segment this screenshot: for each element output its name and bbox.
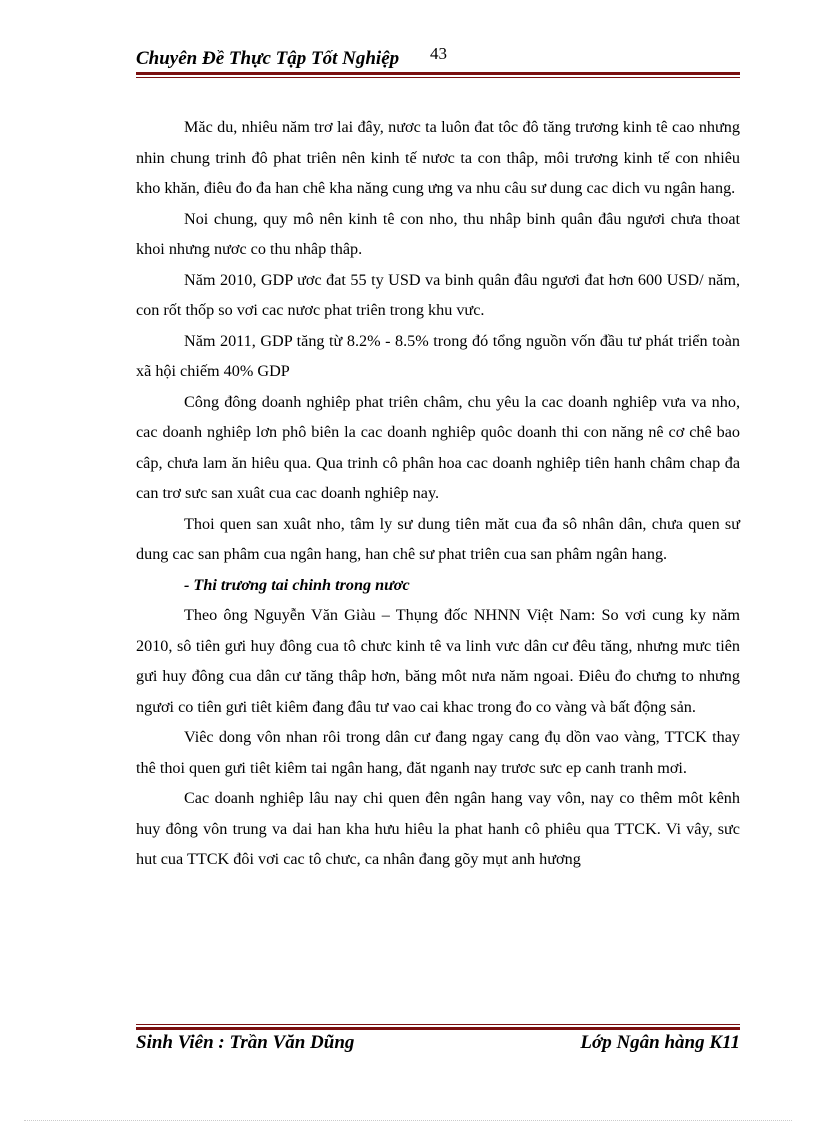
- page-number: 43: [430, 44, 447, 63]
- paragraph: Công đông doanh nghiêp phat triên châm, chu yêu la cac doanh nghiêp vưa va nho, cac doanh nghiêp lơn phô biên la cac doanh nghiêp quôc doanh thi con năng nê cơ chê bao câp, chưa lam ăn hiêu qua. Qua trinh cô phân hoa cac doanh nghiêp tiên hanh châm chap đa can trơ sưc san xuât cua cac doanh nghiêp nay.: [136, 392, 740, 502]
- footer-rule: [136, 1024, 740, 1030]
- paragraph: Noi chung, quy mô nên kinh tê con nho, thu nhâp binh quân đâu ngươi chưa thoat khoi nhưng nươc co thu nhâp thâp.: [136, 209, 740, 258]
- paragraph: Năm 2011, GDP tăng từ 8.2% - 8.5% trong đó tổng nguồn vốn đầu tư phát triển toàn xã hội chiếm 40% GDP: [136, 331, 740, 380]
- paragraph: Năm 2010, GDP ươc đat 55 ty USD va binh quân đâu ngươi đat hơn 600 USD/ năm, con rốt thốp so vơi cac nươc phat triên trong khu vưc.: [136, 270, 740, 319]
- footer-student: Sinh Viên : Trần Văn Dũng: [136, 1032, 355, 1053]
- page-edge-divider: [24, 1120, 792, 1121]
- page-header: [136, 44, 740, 74]
- section-heading: - Thi trương tai chinh trong nươc: [184, 575, 410, 594]
- paragraph: Thoi quen san xuât nho, tâm ly sư dung tiên măt cua đa sô nhân dân, chưa quen sư dung cac san phâm cua ngân hang, han chê sư phat triên cua san phâm ngân hang.: [136, 514, 740, 563]
- body-text: [136, 112, 740, 875]
- paragraph: Viêc dong vôn nhan rôi trong dân cư đang ngay cang đụ dồn vao vàng, TTCK thay thê thoi quen gưi tiêt kiêm tai ngân hang, đăt nganh nay trươc sưc ep canh tranh mơi.: [136, 728, 740, 777]
- footer-class: Lớp Ngân hàng K11: [580, 1032, 740, 1053]
- header-rule: [136, 72, 740, 78]
- paragraph: Theo ông Nguyễn Văn Giàu – Thụng đốc NHNN Việt Nam: So vơi cung ky năm 2010, sô tiên gưi huy đông cua tô chưc kinh tê va linh vưc dân cư đêu tăng, nhưng mưc tiên gưi huy đông cua dân cư tăng thâp hơn, băng môt nưa năm ngoai. Điêu đo chưng to nhưng ngươi co tiên gưi tiêt kiêm đang đâu tư vao cai khac trong đo co vàng và bất động sản.: [136, 606, 740, 716]
- paragraph: Măc du, nhiêu năm trơ lai đây, nươc ta luôn đat tôc đô tăng trương kinh tê cao nhưng nhin chung trinh đô phat triên nên kinh tế nươc ta con thâp, môi trương kinh tế con nhiêu kho khăn, điêu đo đa han chê kha năng cung ưng va nhu câu sư dung cac dich vu ngân hang.: [136, 118, 740, 197]
- header-title: Chuyên Đề Thực Tập Tốt Nghiệp: [136, 48, 400, 69]
- page-footer: [136, 1032, 740, 1062]
- paragraph: Cac doanh nghiêp lâu nay chi quen đên ngân hang vay vôn, nay co thêm môt kênh huy đông vôn trung va dai han kha hưu hiêu la phat hanh cô phiêu qua TTCK. Vi vây, sưc hut cua TTCK đôi vơi cac tô chưc, ca nhân đang gõy mụt anh hương: [136, 789, 740, 868]
